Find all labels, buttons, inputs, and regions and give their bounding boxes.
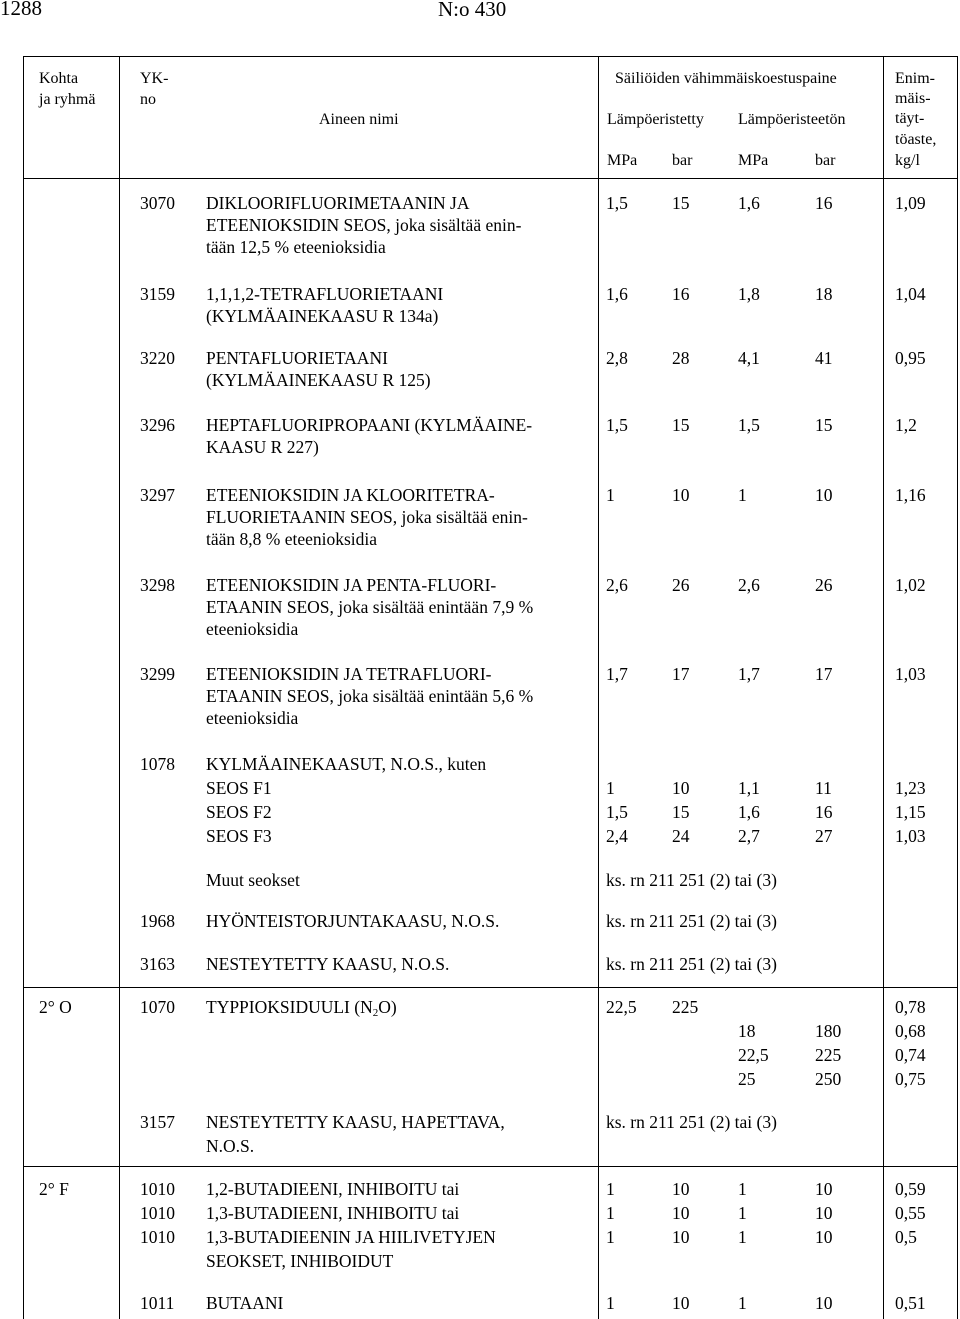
substance-name-line: eteenioksidia bbox=[206, 619, 299, 639]
substance-name-line: 1,2-BUTADIEENI, INHIBOITU tai bbox=[206, 1179, 460, 1199]
uninsulated-mpa: 1,8 bbox=[738, 284, 760, 304]
insulated-bar: 28 bbox=[672, 348, 690, 368]
insulated-bar: 15 bbox=[672, 193, 690, 213]
max-fill-ratio: 0,78 bbox=[895, 997, 926, 1017]
substance-name-line: SEOKSET, INHIBOIDUT bbox=[206, 1251, 394, 1271]
insulated-mpa: 1 bbox=[606, 1227, 615, 1247]
yk-number: 1968 bbox=[140, 911, 175, 931]
max-fill-ratio: 1,04 bbox=[895, 284, 926, 304]
uninsulated-bar: 11 bbox=[815, 778, 832, 798]
insulated-mpa: 1,6 bbox=[606, 284, 628, 304]
substance-name-line: eteenioksidia bbox=[206, 708, 299, 728]
insulated-mpa: 1,5 bbox=[606, 193, 628, 213]
max-fill-ratio: 1,16 bbox=[895, 485, 926, 505]
max-fill-ratio: 1,03 bbox=[895, 826, 926, 846]
max-fill-ratio: 1,2 bbox=[895, 415, 917, 435]
substance-name-line: ETEENIOKSIDIN JA PENTA-FLUORI- bbox=[206, 575, 497, 595]
insulated-bar: 10 bbox=[672, 485, 690, 505]
group-code: 2° O bbox=[39, 997, 72, 1017]
max-fill-ratio: 0,5 bbox=[895, 1227, 917, 1247]
yk-number: 1010 bbox=[140, 1179, 175, 1199]
insulated-mpa: 1,7 bbox=[606, 664, 628, 684]
uninsulated-bar: 17 bbox=[815, 664, 833, 684]
document-reference: N:o 430 bbox=[438, 0, 507, 21]
insulated-bar: 24 bbox=[672, 826, 690, 846]
uninsulated-bar: 10 bbox=[815, 485, 833, 505]
substance-name-line: TYPPIOKSIDUULI $(N_2O)$ bbox=[206, 997, 397, 1019]
substance-name-line: KYLMÄAINEKAASUT, N.O.S., kuten bbox=[206, 754, 487, 774]
substance-name-line: NESTEYTETTY KAASU, HAPETTAVA, bbox=[206, 1112, 505, 1132]
uninsulated-bar: 180 bbox=[815, 1021, 842, 1041]
header-kohta-line2: ja ryhmä bbox=[39, 91, 96, 108]
substance-name-line: SEOS F1 bbox=[206, 778, 272, 798]
uninsulated-bar: 16 bbox=[815, 193, 833, 213]
substance-name-line: N.O.S. bbox=[206, 1136, 255, 1156]
uninsulated-mpa: 1 bbox=[738, 1203, 747, 1223]
insulated-mpa: 22,5 bbox=[606, 997, 637, 1017]
insulated-bar: 10 bbox=[672, 778, 690, 798]
insulated-bar: 225 bbox=[672, 997, 699, 1017]
substance-name-line: tään 12,5 % eteenioksidia bbox=[206, 237, 386, 257]
max-fill-ratio: 0,68 bbox=[895, 1021, 926, 1041]
insulated-mpa: 1 bbox=[606, 1203, 615, 1223]
uninsulated-bar: 16 bbox=[815, 802, 833, 822]
insulated-bar: 15 bbox=[672, 415, 690, 435]
insulated-bar: 15 bbox=[672, 802, 690, 822]
max-fill-ratio: 1,02 bbox=[895, 575, 926, 595]
uninsulated-mpa: 1 bbox=[738, 485, 747, 505]
header-yk-line1: YK- bbox=[140, 70, 169, 87]
yk-number: 3070 bbox=[140, 193, 175, 213]
insulated-mpa: 1 bbox=[606, 1179, 615, 1199]
uninsulated-mpa: 1 bbox=[738, 1227, 747, 1247]
substance-name-line: HEPTAFLUORIPROPAANI (KYLMÄAINE- bbox=[206, 415, 533, 435]
header-min-test-pressure: Säiliöiden vähimmäiskoestuspaine bbox=[615, 70, 837, 87]
substance-name-line: SEOS F3 bbox=[206, 826, 272, 846]
col-divider-fill bbox=[883, 56, 884, 1319]
substance-name-line: tään 8,8 % eteenioksidia bbox=[206, 529, 378, 549]
other-mixtures-label: Muut seokset bbox=[206, 870, 300, 890]
substance-name-line: SEOS F2 bbox=[206, 802, 272, 822]
insulated-mpa: 1,5 bbox=[606, 802, 628, 822]
insulated-mpa: 1 bbox=[606, 778, 615, 798]
insulated-mpa: 1,5 bbox=[606, 415, 628, 435]
max-fill-ratio: 0,95 bbox=[895, 348, 926, 368]
substance-name-line: (KYLMÄAINEKAASU R 134a) bbox=[206, 306, 439, 326]
header-uninsulated: Lämpöeristeetön bbox=[738, 111, 846, 128]
substance-name-line: NESTEYTETTY KAASU, N.O.S. bbox=[206, 954, 450, 974]
group-2O-separator bbox=[23, 987, 958, 988]
insulated-bar: 26 bbox=[672, 575, 690, 595]
substance-name-line: FLUORIETAANIN SEOS, joka sisältää enin- bbox=[206, 507, 528, 527]
yk-number: 3299 bbox=[140, 664, 175, 684]
substance-name-line: ETAANIN SEOS, joka sisältää enintään 7,9 % bbox=[206, 597, 534, 617]
uninsulated-mpa: 1,5 bbox=[738, 415, 760, 435]
uninsulated-bar: 250 bbox=[815, 1069, 842, 1089]
substance-name-line: ETEENIOKSIDIN JA KLOORITETRA- bbox=[206, 485, 495, 505]
substance-name-line: DIKLOORIFLUORIMETAANIN JA bbox=[206, 193, 470, 213]
yk-number: 3220 bbox=[140, 348, 175, 368]
uninsulated-mpa: 1 bbox=[738, 1179, 747, 1199]
uninsulated-bar: 41 bbox=[815, 348, 833, 368]
yk-number: 3157 bbox=[140, 1112, 175, 1132]
yk-number: 1070 bbox=[140, 997, 175, 1017]
header-bottom-border bbox=[23, 178, 958, 179]
table-left-border bbox=[23, 56, 24, 1319]
substance-name-line: 1,3-BUTADIEENI, INHIBOITU tai bbox=[206, 1203, 460, 1223]
insulated-mpa: 1 bbox=[606, 1293, 615, 1313]
header-fill-line5: kg/l bbox=[895, 152, 920, 169]
uninsulated-mpa: 18 bbox=[738, 1021, 756, 1041]
header-yk-line2: no bbox=[140, 91, 156, 108]
max-fill-ratio: 0,74 bbox=[895, 1045, 926, 1065]
substance-name-line: KAASU R 227) bbox=[206, 437, 319, 457]
reference-note: ks. rn 211 251 (2) tai (3) bbox=[606, 870, 777, 890]
substance-name-line: HYÖNTEISTORJUNTAKAASU, N.O.S. bbox=[206, 911, 500, 931]
uninsulated-bar: 10 bbox=[815, 1227, 833, 1247]
reference-note: ks. rn 211 251 (2) tai (3) bbox=[606, 911, 777, 931]
max-fill-ratio: 0,55 bbox=[895, 1203, 926, 1223]
yk-number: 1078 bbox=[140, 754, 175, 774]
header-fill-line2: mäis- bbox=[895, 90, 931, 107]
uninsulated-bar: 18 bbox=[815, 284, 833, 304]
uninsulated-bar: 10 bbox=[815, 1203, 833, 1223]
uninsulated-mpa: 22,5 bbox=[738, 1045, 769, 1065]
yk-number: 1010 bbox=[140, 1227, 175, 1247]
uninsulated-mpa: 1,7 bbox=[738, 664, 760, 684]
max-fill-ratio: 1,15 bbox=[895, 802, 926, 822]
col-divider-pressure bbox=[598, 56, 599, 1319]
substance-name-line: 1,3-BUTADIEENIN JA HIILIVETYJEN bbox=[206, 1227, 496, 1247]
header-fill-line4: töaste, bbox=[895, 131, 937, 148]
max-fill-ratio: 1,23 bbox=[895, 778, 926, 798]
yk-number: 1011 bbox=[140, 1293, 175, 1313]
substance-name-line: ETEENIOKSIDIN JA TETRAFLUORI- bbox=[206, 664, 492, 684]
max-fill-ratio: 1,03 bbox=[895, 664, 926, 684]
header-kohta-line1: Kohta bbox=[39, 70, 79, 87]
col-divider-kohta bbox=[119, 56, 120, 1319]
insulated-mpa: 1 bbox=[606, 485, 615, 505]
uninsulated-bar: 26 bbox=[815, 575, 833, 595]
header-fill-line3: täyt- bbox=[895, 110, 925, 127]
substance-name-line: BUTAANI bbox=[206, 1293, 284, 1313]
uninsulated-bar: 27 bbox=[815, 826, 833, 846]
uninsulated-mpa: 1 bbox=[738, 1293, 747, 1313]
max-fill-ratio: 0,75 bbox=[895, 1069, 926, 1089]
group-code: 2° F bbox=[39, 1179, 69, 1199]
group-2F-separator bbox=[23, 1166, 958, 1167]
table-right-border bbox=[957, 56, 958, 1319]
substance-name-line: (KYLMÄAINEKAASU R 125) bbox=[206, 370, 431, 390]
substance-name-line: ETAANIN SEOS, joka sisältää enintään 5,6 % bbox=[206, 686, 534, 706]
max-fill-ratio: 1,09 bbox=[895, 193, 926, 213]
yk-number: 1010 bbox=[140, 1203, 175, 1223]
header-substance-name: Aineen nimi bbox=[319, 111, 399, 128]
yk-number: 3163 bbox=[140, 954, 175, 974]
max-fill-ratio: 0,59 bbox=[895, 1179, 926, 1199]
header-unit-mpa-1: MPa bbox=[607, 152, 638, 169]
insulated-bar: 17 bbox=[672, 664, 690, 684]
header-unit-bar-1: bar bbox=[672, 152, 693, 169]
insulated-bar: 10 bbox=[672, 1179, 690, 1199]
uninsulated-bar: 225 bbox=[815, 1045, 842, 1065]
insulated-mpa: 2,4 bbox=[606, 826, 628, 846]
uninsulated-mpa: 2,6 bbox=[738, 575, 760, 595]
header-unit-mpa-2: MPa bbox=[738, 152, 769, 169]
header-unit-bar-2: bar bbox=[815, 152, 836, 169]
uninsulated-mpa: 25 bbox=[738, 1069, 756, 1089]
uninsulated-mpa: 4,1 bbox=[738, 348, 760, 368]
insulated-bar: 10 bbox=[672, 1227, 690, 1247]
uninsulated-mpa: 1,1 bbox=[738, 778, 760, 798]
yk-number: 3298 bbox=[140, 575, 175, 595]
uninsulated-bar: 10 bbox=[815, 1179, 833, 1199]
max-fill-ratio: 0,51 bbox=[895, 1293, 926, 1313]
uninsulated-bar: 15 bbox=[815, 415, 833, 435]
header-insulated: Lämpöeristetty bbox=[607, 111, 704, 128]
insulated-mpa: 2,6 bbox=[606, 575, 628, 595]
reference-note: ks. rn 211 251 (2) tai (3) bbox=[606, 954, 777, 974]
uninsulated-bar: 10 bbox=[815, 1293, 833, 1313]
header-fill-line1: Enim- bbox=[895, 70, 935, 87]
yk-number: 3296 bbox=[140, 415, 175, 435]
uninsulated-mpa: 1,6 bbox=[738, 193, 760, 213]
uninsulated-mpa: 1,6 bbox=[738, 802, 760, 822]
insulated-bar: 10 bbox=[672, 1203, 690, 1223]
substance-name-line: ETEENIOKSIDIN SEOS, joka sisältää enin- bbox=[206, 215, 522, 235]
table-top-border bbox=[23, 56, 958, 57]
substance-name-line: PENTAFLUORIETAANI bbox=[206, 348, 388, 368]
substance-name-line: 1,1,1,2-TETRAFLUORIETAANI bbox=[206, 284, 444, 304]
uninsulated-mpa: 2,7 bbox=[738, 826, 760, 846]
page-number: 1288 bbox=[0, 0, 42, 20]
insulated-bar: 16 bbox=[672, 284, 690, 304]
insulated-mpa: 2,8 bbox=[606, 348, 628, 368]
reference-note: ks. rn 211 251 (2) tai (3) bbox=[606, 1112, 777, 1132]
insulated-bar: 10 bbox=[672, 1293, 690, 1313]
yk-number: 3297 bbox=[140, 485, 175, 505]
yk-number: 3159 bbox=[140, 284, 175, 304]
